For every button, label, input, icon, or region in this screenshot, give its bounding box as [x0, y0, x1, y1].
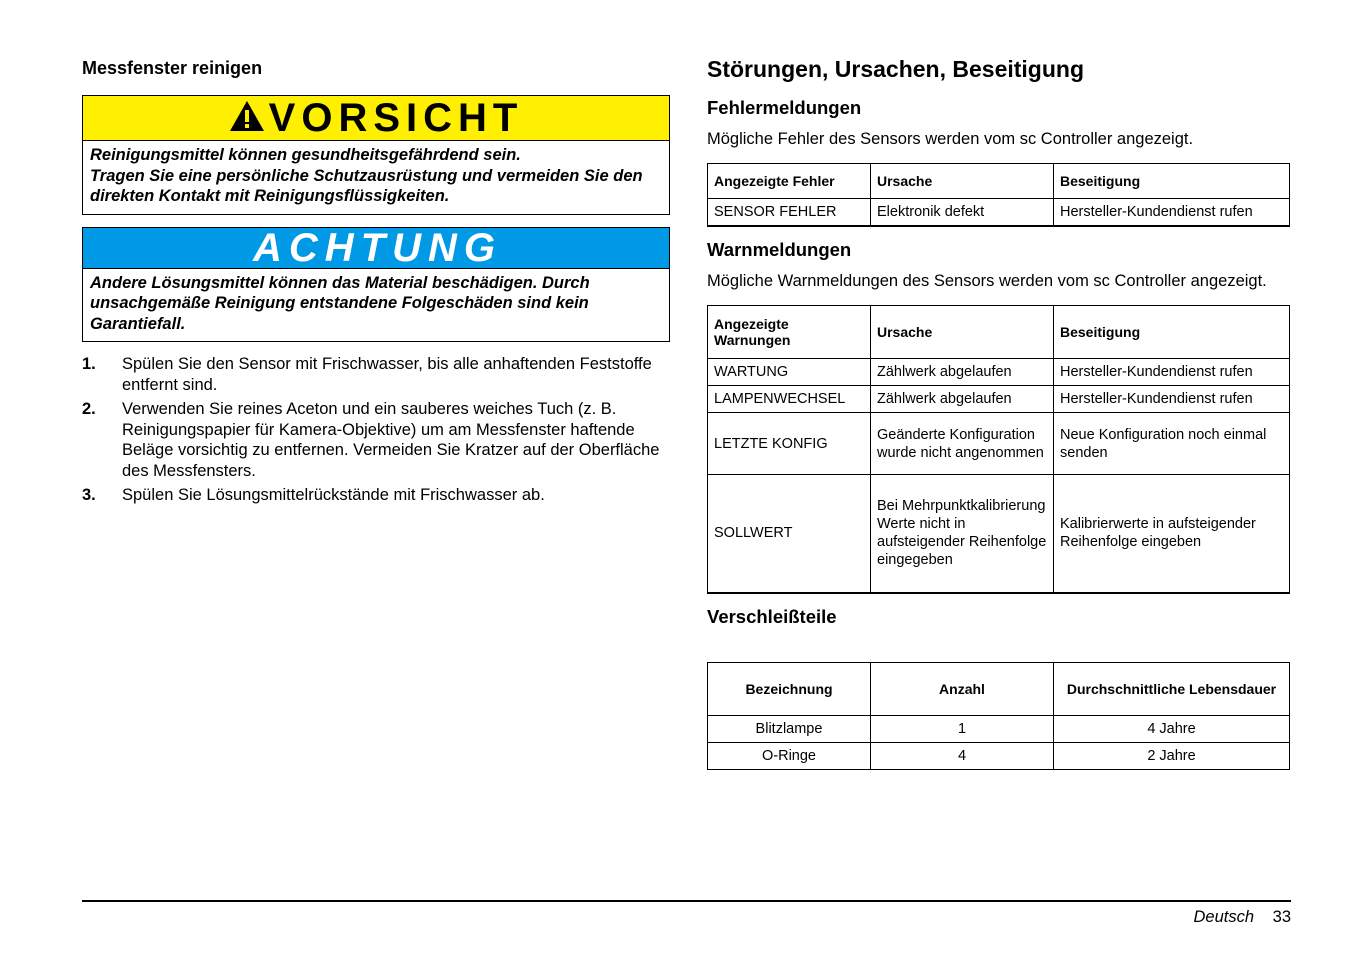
table-cell: WARTUNG	[708, 359, 871, 386]
vorsicht-box	[82, 95, 670, 215]
table-cell: Zählwerk abgelaufen	[871, 386, 1054, 413]
table-cell: O-Ringe	[708, 742, 871, 769]
left-column	[82, 56, 670, 510]
achtung-line: Andere Lösungsmittel können das Material beschädigen. Durch unsachgemäße Reinigung entstandene Folgeschäden sind kein Garantiefall.	[90, 273, 590, 333]
page-number: 33	[1272, 908, 1291, 926]
table-header-row	[708, 662, 1290, 715]
table-row	[708, 413, 1290, 475]
table-header-row	[708, 164, 1290, 199]
column-header: Anzahl	[871, 662, 1054, 715]
achtung-signal-word: ACHTUNG	[253, 225, 502, 270]
cleaning-steps	[82, 354, 670, 506]
table-cell: Hersteller-Kundendienst rufen	[1054, 359, 1290, 386]
column-header: Angezeigte Fehler	[708, 164, 871, 199]
column-header: Ursache	[871, 164, 1054, 199]
step-text: Verwenden Sie reines Aceton und ein sauberes weiches Tuch (z. B. Reinigungspapier für Kamera-Objektive) um am Messfenster haftende Beläge vorsichtig zu entfernen. Vermeiden Sie Kratzer auf der Oberfläche des Messfensters.	[122, 400, 660, 480]
section-heading-messfenster: Messfenster reinigen	[82, 58, 263, 78]
column-header: Angezeigte Warnungen	[708, 306, 871, 359]
table-cell: 4	[871, 742, 1054, 769]
step-text: Spülen Sie Lösungsmittelrückstände mit Frischwasser ab.	[122, 486, 545, 504]
warn-intro: Mögliche Warnmeldungen des Sensors werden vom sc Controller angezeigt.	[707, 272, 1267, 290]
table-cell: LETZTE KONFIG	[708, 413, 871, 475]
column-header: Bezeichnung	[708, 662, 871, 715]
table-cell: 1	[871, 715, 1054, 742]
table-cell: Hersteller-Kundendienst rufen	[1054, 199, 1290, 227]
table-cell: SOLLWERT	[708, 475, 871, 593]
vorsicht-line-2: Tragen Sie eine persönliche Schutzausrüstung und vermeiden Sie den direkten Kontakt mit Reinigungsflüssigkeiten.	[90, 166, 643, 205]
table-cell: Zählwerk abgelaufen	[871, 359, 1054, 386]
column-header: Beseitigung	[1054, 164, 1290, 199]
column-header: Beseitigung	[1054, 306, 1290, 359]
warn-heading: Warnmeldungen	[707, 239, 852, 260]
table-row	[708, 742, 1290, 769]
fehler-table	[707, 163, 1290, 227]
vorsicht-header	[83, 96, 669, 141]
table-cell: Hersteller-Kundendienst rufen	[1054, 386, 1290, 413]
table-row	[708, 359, 1290, 386]
column-header: Ursache	[871, 306, 1054, 359]
fehler-intro: Mögliche Fehler des Sensors werden vom sc Controller angezeigt.	[707, 130, 1194, 148]
step-number: 1.	[82, 355, 96, 373]
fehler-heading: Fehlermeldungen	[707, 97, 862, 118]
list-item	[82, 354, 670, 395]
table-row	[708, 715, 1290, 742]
table-cell: Bei Mehrpunktkalibrierung Werte nicht in aufsteigender Reihenfolge eingegeben	[871, 475, 1054, 593]
vorsicht-text	[83, 141, 669, 214]
step-text: Spülen Sie den Sensor mit Frischwasser, bis alle anhaftenden Feststoffe entfernt sind.	[122, 355, 652, 394]
achtung-box	[82, 227, 670, 343]
achtung-text	[83, 269, 669, 342]
footer-divider	[82, 900, 1291, 902]
table-cell: Kalibrierwerte in aufsteigender Reihenfolge eingeben	[1054, 475, 1290, 593]
table-row	[708, 386, 1290, 413]
table-cell: Neue Konfiguration noch einmal senden	[1054, 413, 1290, 475]
table-cell: Blitzlampe	[708, 715, 871, 742]
vorsicht-signal-word: VORSICHT	[268, 96, 524, 140]
list-item	[82, 399, 670, 481]
page-footer	[1194, 908, 1291, 927]
right-column	[707, 56, 1291, 770]
table-row	[708, 475, 1290, 593]
footer-language: Deutsch	[1193, 908, 1255, 926]
teile-table	[707, 662, 1290, 770]
table-cell: 2 Jahre	[1054, 742, 1290, 769]
table-cell: Geänderte Konfiguration wurde nicht angenommen	[871, 413, 1054, 475]
vorsicht-line-1: Reinigungsmittel können gesundheitsgefährdend sein.	[90, 146, 521, 164]
step-number: 2.	[82, 400, 96, 418]
table-cell: SENSOR FEHLER	[708, 199, 871, 227]
achtung-header	[83, 225, 669, 270]
table-header-row	[708, 306, 1290, 359]
warn-table	[707, 305, 1290, 594]
step-number: 3.	[82, 486, 96, 504]
table-cell: LAMPENWECHSEL	[708, 386, 871, 413]
list-item	[82, 485, 670, 506]
table-cell: 4 Jahre	[1054, 715, 1290, 742]
table-cell: Elektronik defekt	[871, 199, 1054, 227]
teile-heading: Verschleißteile	[707, 605, 837, 627]
section-heading-stoerungen: Störungen, Ursachen, Beseitigung	[707, 56, 1084, 82]
table-row	[708, 199, 1290, 227]
column-header: Durchschnittliche Lebensdauer	[1054, 662, 1290, 715]
warning-triangle-icon	[229, 100, 265, 137]
